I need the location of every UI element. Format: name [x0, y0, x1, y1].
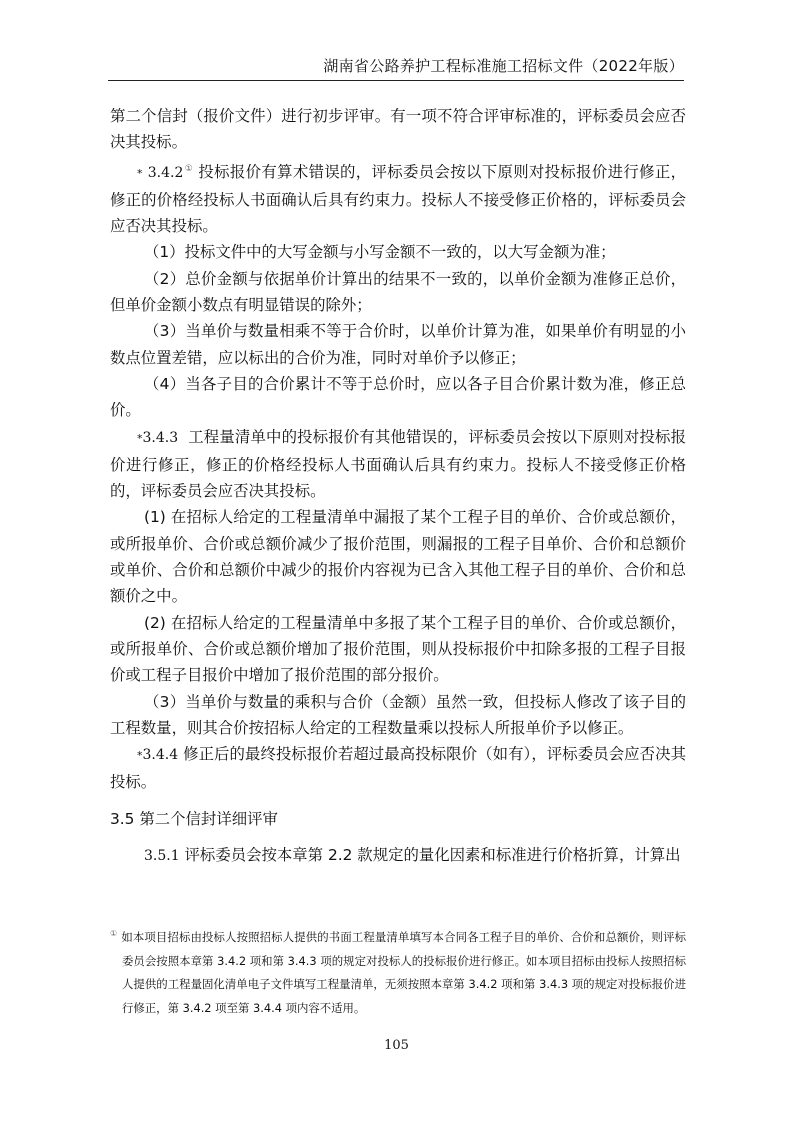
- footnotes: [110, 922, 686, 1020]
- header-rule: [108, 80, 684, 81]
- clause-item: （4）当各子目的合价累计不等于总价时，应以各子目合价累计数为准，修正总价。: [110, 374, 686, 420]
- clause-item: （2）总价金额与依据单价计算出的结果不一致的，以单价金额为准修正总价，但单价金额小数点有明显错误的除外；: [110, 269, 686, 315]
- clause-number: 3.4.2: [147, 164, 184, 181]
- paragraph-continuation: 第二个信封（报价文件）进行初步评审。有一项不符合评审标准的，评标委员会应否决其投标。: [110, 107, 686, 152]
- clause-3-4-3: [110, 424, 686, 505]
- clause-item: (2) 在招标人给定的工程量清单中多报了某个工程子目的单价、合价或总额价，或所报单价、合价或总额价增加了报价范围，则从投标报价中扣除多报的工程子目报价或工程子目报价中增加了报价范围的部分报价。: [110, 613, 686, 685]
- footnote: [110, 922, 686, 1020]
- clause-number: 3.4.4: [142, 747, 179, 764]
- clause-item: （1）投标文件中的大写金额与小写金额不一致的，以大写金额为准；: [144, 243, 616, 262]
- clause-text: 评标委员会按本章第 2.2 款规定的量化因素和标准进行价格折算，计算出: [184, 846, 681, 865]
- clause-number: 3.5.1: [144, 848, 180, 865]
- clause-3-5-1: [110, 842, 686, 869]
- body-text: [110, 103, 686, 869]
- clause-text: 投标报价有算术错误的，评标委员会按以下原则对投标报价进行修正，修正的价格经投标人书面确认后具有约束力。投标人不接受修正价格的，评标委员会应否决其投标。: [110, 162, 686, 236]
- clause-star: *: [137, 166, 143, 180]
- clause-3-4-4: [110, 741, 686, 796]
- clause-text: 工程量清单中的投标报价有其他错误的，评标委员会按以下原则对投标报价进行修正，修正的价格经投标人书面确认后具有约束力。投标人不接受修正价格的，评标委员会应否决其投标。: [110, 427, 686, 501]
- clause-item: (1) 在招标人给定的工程量清单中漏报了某个工程子目的单价、合价或总额价，或所报单价、合价或总额价减少了报价范围，则漏报的工程子目单价、合价和总额价或单价、合价和总额价中减少的报价内容视为已含入其他工程子目的单价、合价和总额价之中。: [110, 508, 686, 606]
- clause-item: （3）当单价与数量相乘不等于合价时，以单价计算为准，如果单价有明显的小数点位置差错，应以标出的合价为准，同时对单价予以修正；: [110, 322, 686, 367]
- clause-number: 3.4.3: [142, 429, 179, 446]
- section-heading-3-5: 3.5 第二个信封详细评审: [110, 809, 278, 828]
- running-header: 湖南省公路养护工程标准施工招标文件（2022年版）: [323, 57, 684, 75]
- clause-3-4-2: [110, 156, 686, 240]
- clause-star: *: [137, 749, 143, 763]
- clause-text: 修正后的最终投标报价若超过最高投标限价（如有），评标委员会应否决其投标。: [110, 745, 686, 792]
- footnote-text: 如本项目招标由投标人按照招标人提供的书面工程量清单填写本合同各工程子目的单价、合价和总额价，则评标委员会按照本章第 3.4.2 项和第 3.4.3 项的规定对投标人的投标报价进行修正。如本项目招标由投标人按照招标人提供的工程量固化清单电子文件填写工程量清单，无须按照本章第 3.4.2 项和第 3.4.3 项的规定对投标报价进行修正，第 3.4.2 项至第 3.4.4 项内容不适用。: [121, 930, 686, 1015]
- page-number: 105: [384, 1038, 409, 1053]
- footnote-ref[interactable]: ①: [184, 163, 194, 174]
- footnote-mark: ①: [110, 929, 118, 938]
- clause-star: *: [137, 431, 143, 445]
- clause-item: （3）当单价与数量的乘积与合价（金额）虽然一致，但投标人修改了该子目的工程数量，则其合价按招标人给定的工程数量乘以投标人所报单价予以修正。: [110, 692, 686, 737]
